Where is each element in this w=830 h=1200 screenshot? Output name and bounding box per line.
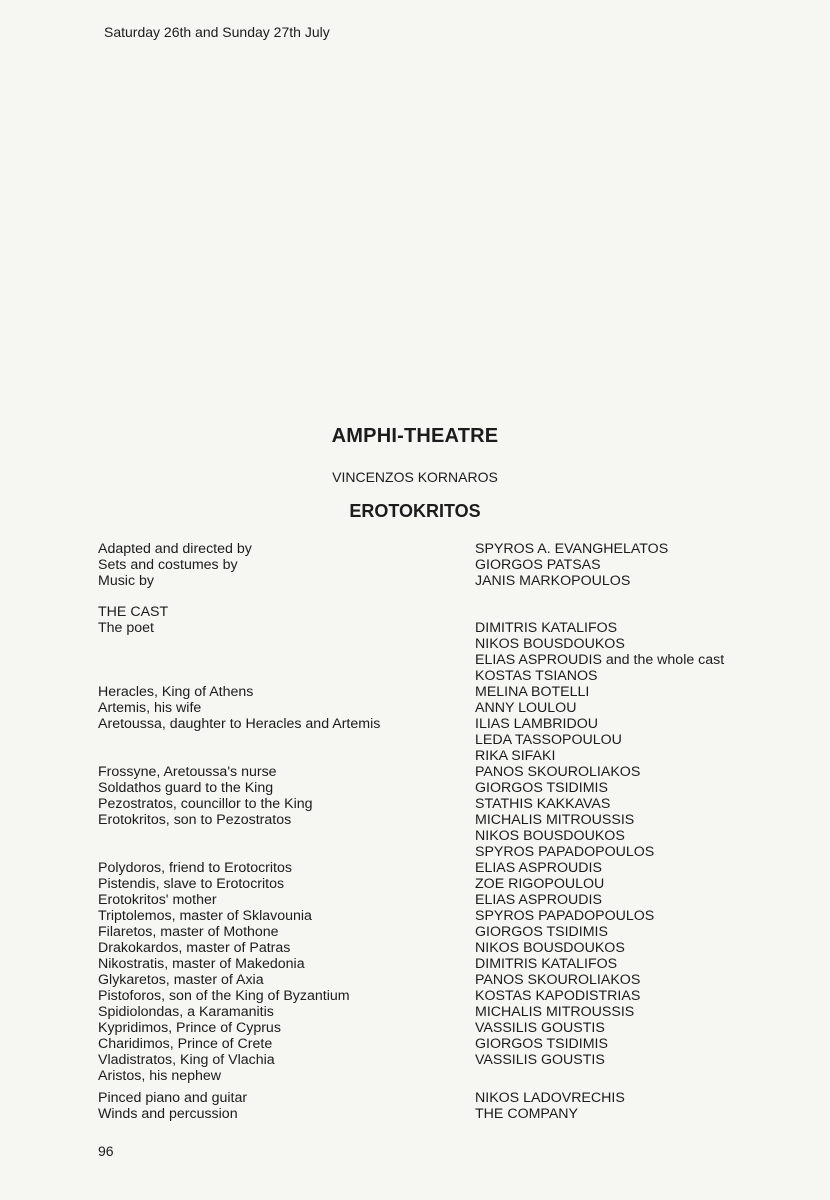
cast-actor: SPYROS PAPADOPOULOS bbox=[475, 908, 655, 924]
cast-actor: PANOS SKOUROLIAKOS bbox=[475, 764, 641, 780]
cast-heading-label: THE CAST bbox=[98, 604, 169, 620]
cast-actor: STATHIS KAKKAVAS bbox=[475, 796, 611, 812]
cast-actor: SPYROS PAPADOPOULOS bbox=[475, 844, 655, 860]
cast-actor: NIKOS BOUSDOUKOS bbox=[475, 940, 625, 956]
credit-role: Adapted and directed by bbox=[98, 541, 252, 557]
cast-role: Polydoros, friend to Erotocritos bbox=[98, 860, 292, 876]
venue-title: AMPHI-THEATRE bbox=[331, 425, 499, 447]
cast-role: Erotokritos, son to Pezostratos bbox=[98, 812, 292, 828]
music-role: Pinced piano and guitar bbox=[98, 1090, 248, 1106]
cast-actor: RIKA SIFAKI bbox=[475, 748, 556, 764]
cast-actor: VASSILIS GOUSTIS bbox=[475, 1020, 605, 1036]
cast-role: Heracles, King of Athens bbox=[98, 684, 254, 700]
cast-role: Pezostratos, councillor to the King bbox=[98, 796, 313, 812]
cast-role: Pistendis, slave to Erotocritos bbox=[98, 876, 285, 892]
cast-role: Frossyne, Aretoussa's nurse bbox=[98, 764, 277, 780]
cast-role: Soldathos guard to the King bbox=[98, 780, 274, 796]
credit-role: Music by bbox=[98, 573, 154, 589]
cast-actor: MICHALIS MITROUSSIS bbox=[475, 1004, 635, 1020]
cast-role: Pistoforos, son of the King of Byzantium bbox=[98, 988, 350, 1004]
cast-role: Triptolemos, master of Sklavounia bbox=[98, 908, 312, 924]
cast-actor: GIORGOS TSIDIMIS bbox=[475, 780, 608, 796]
cast-role: Spidiolondas, a Karamanitis bbox=[98, 1004, 274, 1020]
performance-dates: Saturday 26th and Sunday 27th July bbox=[104, 24, 330, 40]
music-name: THE COMPANY bbox=[475, 1106, 578, 1122]
cast-actor: ELIAS ASPROUDIS bbox=[475, 860, 602, 876]
author-name: VINCENZOS KORNAROS bbox=[332, 469, 498, 485]
cast-role: Nikostratis, master of Makedonia bbox=[98, 956, 305, 972]
cast-actor: GIORGOS TSIDIMIS bbox=[475, 924, 608, 940]
cast-role: Glykaretos, master of Axia bbox=[98, 972, 264, 988]
cast-actor: ELIAS ASPROUDIS bbox=[475, 892, 602, 908]
cast-role: Filaretos, master of Mothone bbox=[98, 924, 279, 940]
play-title: EROTOKRITOS bbox=[349, 501, 481, 521]
cast-role: Vladistratos, King of Vlachia bbox=[98, 1052, 275, 1068]
cast-actor: ZOE RIGOPOULOU bbox=[475, 876, 605, 892]
cast-actor: MELINA BOTELLI bbox=[475, 684, 590, 700]
cast-actor: NIKOS BOUSDOUKOS bbox=[475, 828, 625, 844]
cast-role: Erotokritos' mother bbox=[98, 892, 217, 908]
credit-role: Sets and costumes by bbox=[98, 557, 238, 573]
cast-actor: MICHALIS MITROUSSIS bbox=[475, 812, 635, 828]
cast-role: Drakokardos, master of Patras bbox=[98, 940, 291, 956]
cast-actor: ANNY LOULOU bbox=[475, 700, 577, 716]
cast-actor: KOSTAS TSIANOS bbox=[475, 668, 598, 684]
cast-actor: KOSTAS KAPODISTRIAS bbox=[475, 988, 641, 1004]
cast-actor: GIORGOS TSIDIMIS bbox=[475, 1036, 608, 1052]
cast-actor: PANOS SKOUROLIAKOS bbox=[475, 972, 641, 988]
music-name: NIKOS LADOVRECHIS bbox=[475, 1090, 625, 1106]
cast-role: Artemis, his wife bbox=[98, 700, 202, 716]
cast-role: The poet bbox=[98, 620, 155, 636]
cast-actor: LEDA TASSOPOULOU bbox=[475, 732, 622, 748]
cast-actor: DIMITRIS KATALIFOS bbox=[475, 956, 618, 972]
cast-actor: NIKOS BOUSDOUKOS bbox=[475, 636, 625, 652]
cast-role: Aristos, his nephew bbox=[98, 1068, 222, 1084]
cast-role: Aretoussa, daughter to Heracles and Artemis bbox=[98, 716, 381, 732]
cast-actor: DIMITRIS KATALIFOS bbox=[475, 620, 618, 636]
music-role: Winds and percussion bbox=[98, 1106, 238, 1122]
credit-name: JANIS MARKOPOULOS bbox=[475, 573, 631, 589]
cast-role: Kypridimos, Prince of Cyprus bbox=[98, 1020, 281, 1036]
page-number: 96 bbox=[98, 1143, 114, 1159]
cast-actor: ELIAS ASPROUDIS and the whole cast bbox=[475, 652, 725, 668]
cast-role: Charidimos, Prince of Crete bbox=[98, 1036, 273, 1052]
credit-name: GIORGOS PATSAS bbox=[475, 557, 601, 573]
cast-actor: VASSILIS GOUSTIS bbox=[475, 1052, 605, 1068]
cast-actor: ILIAS LAMBRIDOU bbox=[475, 716, 598, 732]
credit-name: SPYROS A. EVANGHELATOS bbox=[475, 541, 669, 557]
